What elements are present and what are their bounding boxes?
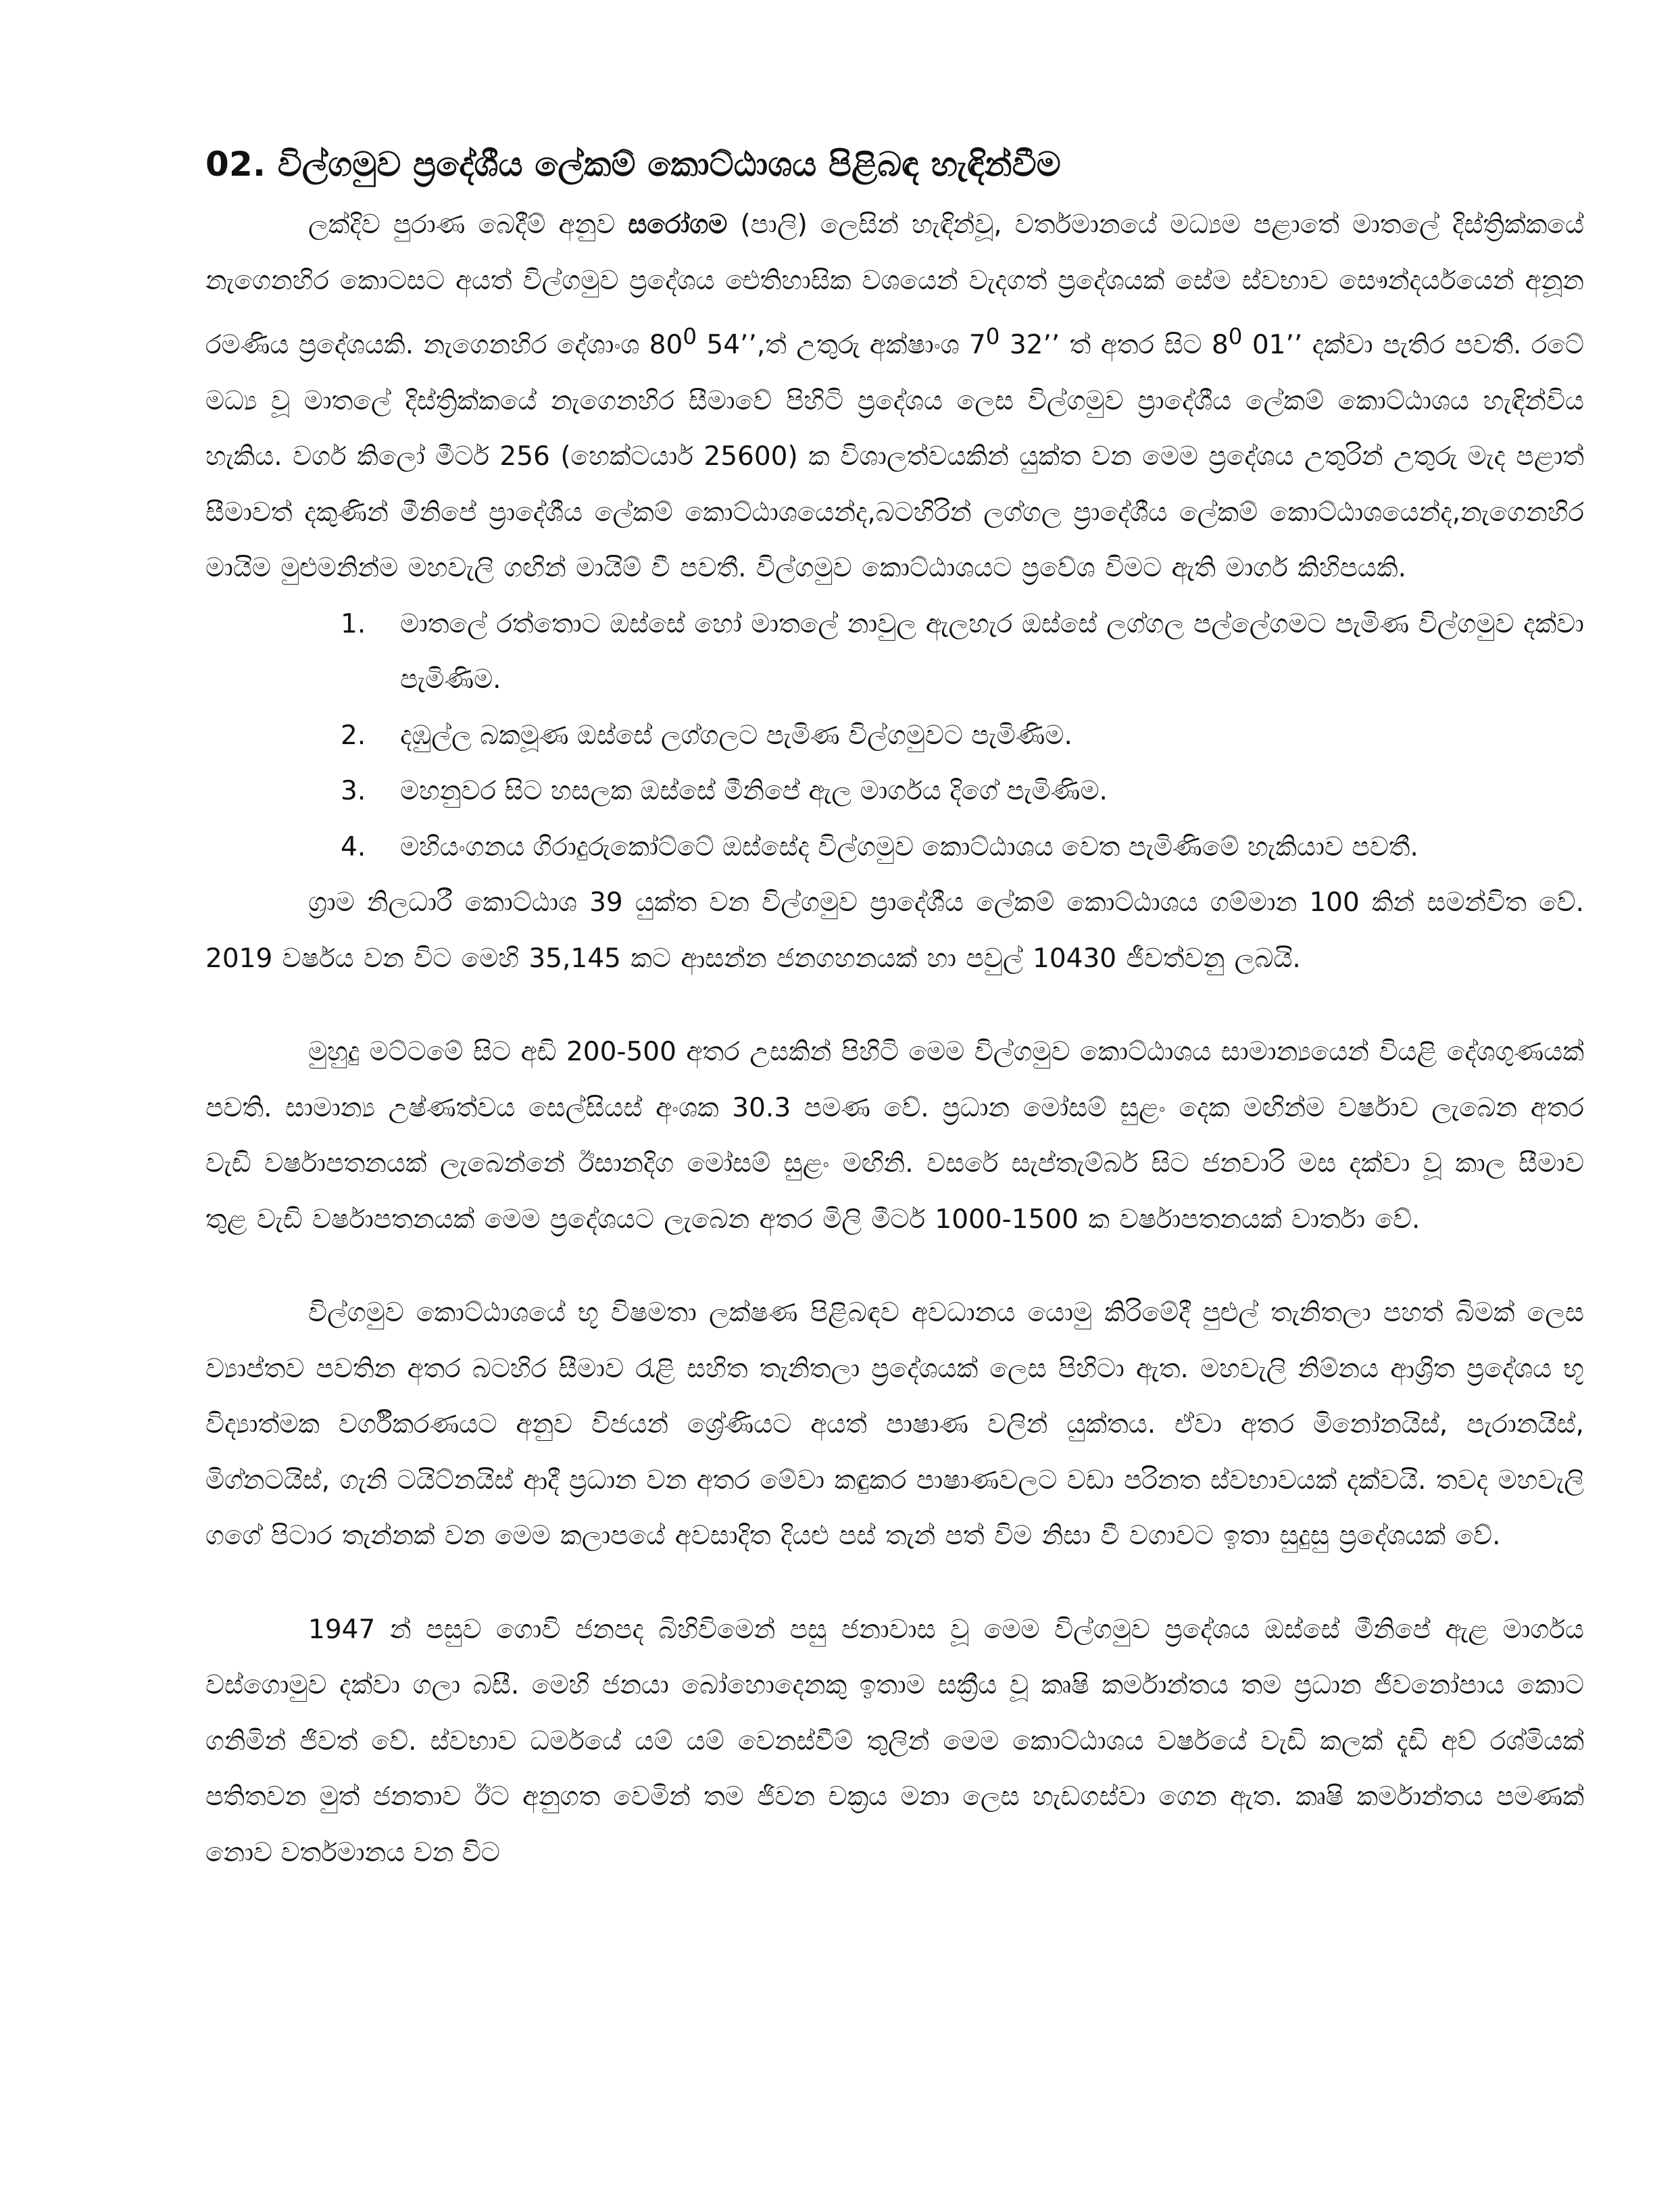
intro-text-c: 32’’ ත් අතර සිට 8 xyxy=(999,330,1229,360)
list-item-text: මහනුවර සිට හසලක ඔස්සේ මීනිපේ ඇල මාර්ගය දිගේ පැමිණිම. xyxy=(400,776,1108,806)
list-item xyxy=(205,597,1584,708)
intro-text-d: 01’’ දක්වා පැතිර පවතී. රටේ මධ්‍ය වූ මාතලේ දිස්ත්‍රික්කයේ නැගෙනහිර සීමාවේ පිහිටි ප්‍රදේශය ලෙස විල්ගමුව ප්‍රාදේශීය ලේකම් කොට්ඨාශය හැඳින්විය හැකිය. වර්ග කිලෝ මීටර් 256 (හෙක්ටයාර් 25600) ක විශාලත්වයකින් යුක්ත වන මෙම ප්‍රදේශය උතුරින් උතුරු මැද පළාත් සීමාවත් දකුණින් මීනිපේ ප්‍රාදේශීය ලේකම් කොට්ඨාශයෙන්ද,බටහිරින් ලග්ගල ප්‍රාදේශීය ලේකම් කොට්ඨාශයෙන්ද,නැගෙනහිර මායිම මුළුමනින්ම මහවැලි ගඟින් මායිම් වී පවතී. විල්ගමුව කොට්ඨාශයට ප්‍රවේශ විමට ඇති මාර්ග කිහිපයකි. xyxy=(205,330,1585,583)
list-number: 3. xyxy=(341,776,366,806)
history-paragraph: 1947 න් පසුව ගොවි ජනපද බිහිවිමෙන් පසු ජනාවාස වූ මෙම විල්ගමුව ප්‍රදේශය ඔස්සේ මීනිපේ ඇළ මාර්ගය වස්ගොමුව දක්වා ගලා බසී. මෙහි ජනයා බෝහොදෙනකු ඉතාම සක්‍රීය වූ කෘෂි කර්මාන්තය තම ප්‍රධාන ජිවනෝපාය කොට ගනිමින් ජිවත් වේ. ස්වභාව ධර්මයේ යම් යම් වෙනස්වීම් තුලින් මෙම කොට්ඨාශය වර්ෂයේ වැඩි කලක් දැඩි අව් රශ්මියක් පතිතවන මුත් ජනතාව ඊට අනුගත වෙමින් තම ජිවන චක්‍රය මනා ලෙස හැඩගස්වා ගෙන ඇත. කෘෂි කර්මාන්තය පමණක් නොව වර්තමානය වන විට xyxy=(205,1614,1584,1868)
intro-paragraph xyxy=(205,197,1584,597)
section-heading: 02. විල්ගමුව ප්‍රදේශීය ලේකම් කොට්ඨාශය පිළිබඳ හැඳින්වීම xyxy=(205,145,1061,184)
population-paragraph: ග්‍රාම නිලධාරී කොට්ඨාශ 39 යුක්ත වන විල්ගමුව ප්‍රාදේශීය ලේකම් කොට්ඨාශය ගම්මාන 100 කින් සමන්විත වේ. 2019 වර්ෂය වන විට මෙහි 35,145 කට ආසන්න ජනගහනයක් හා පවුල් 10430 ජීවත්වනු ලබයි. xyxy=(205,887,1584,974)
list-item-text: මාතලේ රත්තොට ඔස්සේ හෝ මාතලේ නාවුල ඇලහැර ඔස්සේ ලග්ගල පල්ලේගමට පැමිණ විල්ගමුව දක්වා පැමිණිම. xyxy=(400,608,1584,695)
intro-text-start: ලක්දිව පුරාණ බෙදීම් අනුව xyxy=(308,210,628,240)
intro-bold-term: සරෝගම xyxy=(628,210,728,240)
degree-sup-1: 0 xyxy=(683,324,697,349)
list-item-text: දඹුල්ල බකමූණ ඔස්සේ ලග්ගලට පැමිණ විල්ගමුවට පැමිණිම. xyxy=(400,720,1072,751)
access-routes-list xyxy=(205,597,1584,876)
degree-sup-3: 0 xyxy=(1228,324,1243,349)
document-body xyxy=(205,141,1584,1881)
list-item-text: මහියංගනය ගිරාදුරුකෝට්ටේ ඔස්සේද විල්ගමුව කොට්ඨාශය වෙත පැමිණිමේ හැකියාව පවතී. xyxy=(400,831,1418,862)
list-item xyxy=(205,764,1584,820)
climate-paragraph: මුහුදු මට්ටමේ සිට අඩි 200-500 අතර උසකින් පිහිටි මෙම විල්ගමුව කොට්ඨාශය සාමාන්‍යයෙන් වියළි දේශගුණයක් පවති. සාමාන්‍ය උෂ්ණත්වය සෙල්සියස් අංශක 30.3 පමණ වේ. ප්‍රධාන මෝසම් සුළං දෙක මඟින්ම වර්ෂාව ලැබෙන අතර වැඩි වර්ෂාපතනයක් ලැබෙන්නේ ඊසානදිග මෝසම් සුළං මඟිනි. වසරේ සැප්තැම්බර් සිට ජනවාරි මස දක්වා වූ කාල සීමාව තුළ වැඩි වර්ෂාපතනයක් මෙම ප්‍රදේශයට ලැබෙන අතර මිලි මීටර් 1000-1500 ක වර්ෂාපතනයක් වාර්තා වේ. xyxy=(205,1037,1584,1235)
intro-text-a: (පාලි) ලෙසින් හැඳින්වූ, වර්තමානයේ මධ්‍යම පළාතේ මාතලේ දිස්ත්‍රික්කයේ නැගෙනහිර කොටසට අයත් විල්ගමුව ප්‍රදේශය ඓතිහාසික වශයෙන් වැදගත් ප්‍රදේශයක් සේම ස්වභාව සෞන්දර්යයෙන් අනූන රමණිය ප්‍රදේශයකි. නැගෙනහිර දේශාංශ 80 xyxy=(205,210,1584,360)
list-number: 2. xyxy=(341,720,366,751)
paragraph-gap xyxy=(205,987,1584,1025)
list-item xyxy=(205,708,1584,764)
paragraph-gap xyxy=(205,1248,1584,1285)
list-number: 1. xyxy=(341,608,366,639)
intro-text-b: 54’’,ත් උතුරු අක්ෂාංශ 7 xyxy=(697,330,986,360)
paragraph-gap xyxy=(205,1565,1584,1602)
degree-sup-2: 0 xyxy=(985,324,1000,349)
list-item xyxy=(205,820,1584,876)
list-number: 4. xyxy=(341,831,366,862)
geology-paragraph: විල්ගමුව කොට්ඨාශයේ භූ විෂමතා ලක්ෂණ පිළිබඳව අවධානය යොමු කිරිමේදී පුළුල් තැනිතලා පහත් බිමක් ලෙස ව්‍යාප්තව පවතින අතර බටහිර සීමාව රැළි සහිත තැනිතලා ප්‍රදේශයක් ලෙස පිහිටා ඇත. මහවැලි නිම්නය ආශ්‍රිත ප්‍රදේශය භූ විද්‍යාත්මක වර්ගීකරණයට අනුව විජයන් ශ්‍රේණියට අයත් පාෂාණ වලින් යුක්තය. ඒවා අතර මිනෝනයිස්, පැරානයිස්, මිග්නටයිස්, ගැනි ටයිට්නයිස් ආදී ප්‍රධාන වන අතර මේවා කඳුකර පාෂාණවලට වඩා පරිනත ස්වභාවයක් දක්වයි. තවද මහවැලි ගගේ පිටාර තැන්නක් වන මෙම කලාපයේ අවසාදිත දියළු පස් තැන් පත් විම නිසා වී වගාවට ඉතා සුදුසු ප්‍රදේශයක් වේ. xyxy=(205,1298,1584,1551)
